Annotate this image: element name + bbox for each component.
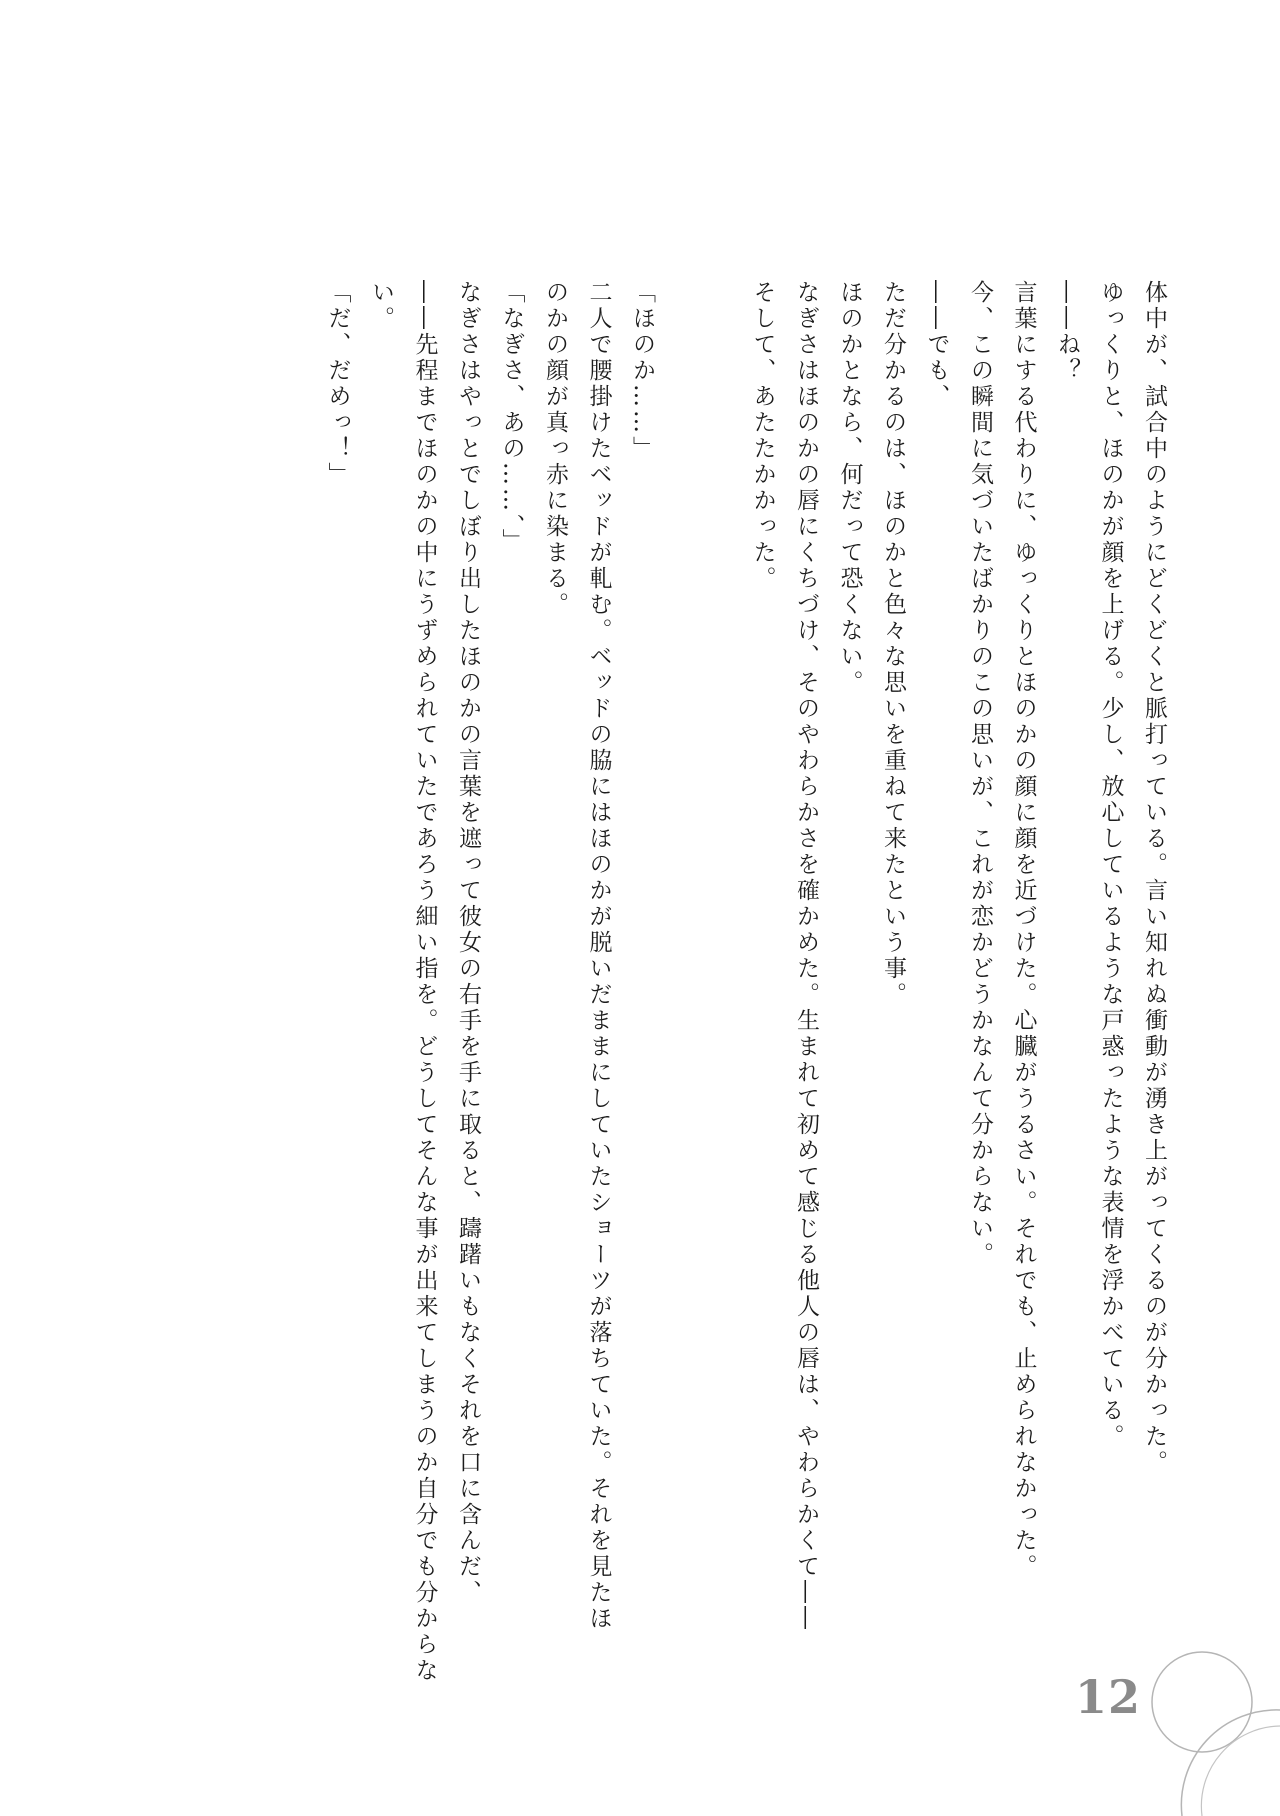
- text-line: 「ほのか……」: [629, 280, 655, 462]
- text-line: ほのかとなら、何だって恐くない。: [836, 280, 863, 696]
- text-line: 「だ、だめっ！」: [324, 280, 351, 488]
- circle-ornament-icon: [1130, 1640, 1280, 1816]
- section-gap: [663, 280, 740, 1700]
- text-line: 「なぎさ、あの……、」: [498, 280, 525, 555]
- text-line: ――でも、: [923, 280, 950, 410]
- text-line: 今、この瞬間に気づいたばかりのこの思いが、これが恋かどうかなんて分からない。: [967, 280, 993, 1268]
- text-line: 体中が、試合中のようにどくどくと脈打っている。言い知れぬ衝動が湧き上がってくるのが分かった。: [1141, 280, 1167, 1476]
- text-line: 二人で腰掛けたベッドが軋む。ベッドの脇にはほのかが脱いだままにしていたショーツが落ちていた。それを見たほ: [585, 280, 612, 1632]
- text-line: ゆっくりと、ほのかが顔を上げる。少し、放心しているような戸惑ったような表情を浮かべている。: [1097, 280, 1124, 1450]
- text-line: ――先程までほのかの中にうずめられていたであろう細い指を。どうしてそんな事が出来てしまうのか自分でも分からな: [411, 280, 438, 1684]
- text-line: ただ分かるのは、ほのかと色々な思いを重ねて来たという事。: [880, 280, 906, 1008]
- text-line: のかの顔が真っ赤に染まる。: [542, 280, 568, 618]
- text-line: そして、あたたかかった。: [749, 280, 776, 592]
- text-line: なぎさはやっとでしぼり出したほのかの言葉を遮って彼女の右手を手に取ると、躊躇いもなくそれを口に含んだ、: [455, 280, 481, 1606]
- text-line: なぎさはほのかの唇にくちづけ、そのやわらかさを確かめた。生まれて初めて感じる他人の唇は、やわらかくて――: [793, 280, 819, 1632]
- text-line: い。: [368, 280, 394, 332]
- text-line: ――ね？: [1054, 280, 1080, 384]
- text-line: 言葉にする代わりに、ゆっくりとほのかの顔に顔を近づけた。心臓がうるさい。それでも、止められなかった。: [1010, 280, 1037, 1580]
- page-number: 12: [1075, 1670, 1142, 1724]
- vertical-text-body: [315, 280, 1175, 1700]
